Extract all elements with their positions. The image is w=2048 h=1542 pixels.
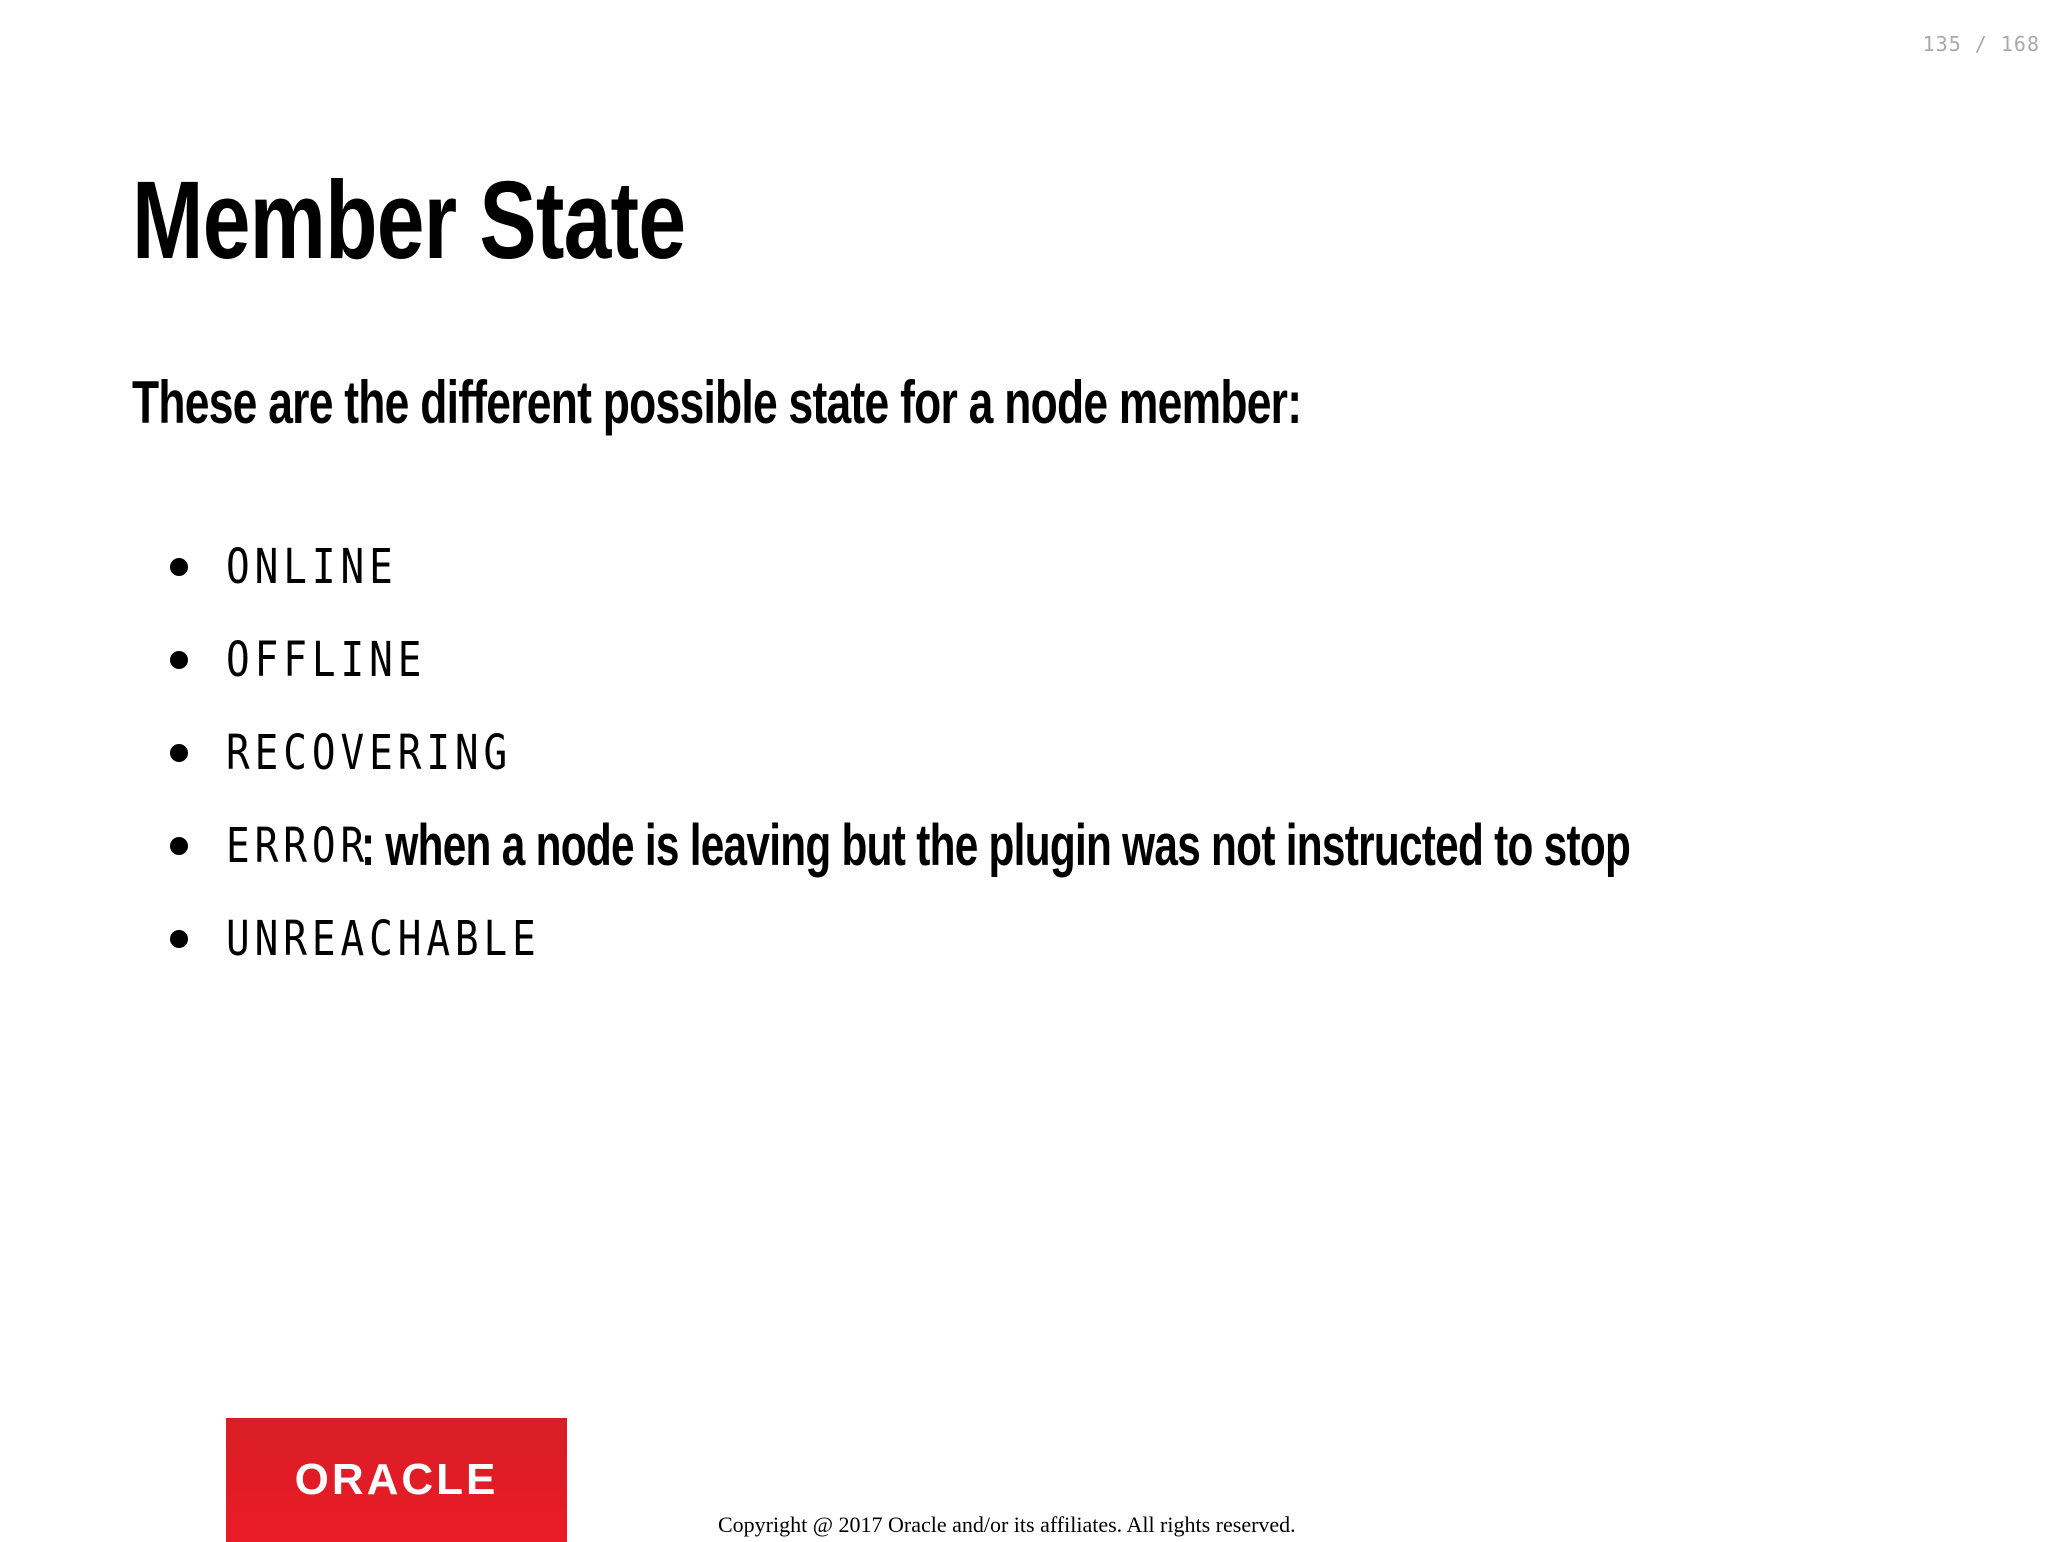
- list-item: [160, 799, 2048, 892]
- state-code: UNREACHABLE: [226, 910, 541, 967]
- slide-counter: 135 / 168: [1922, 32, 2040, 56]
- copyright-notice: Copyright @ 2017 Oracle and/or its affiliates. All rights reserved.: [718, 1512, 1296, 1537]
- list-item: [160, 706, 2048, 799]
- state-code: OFFLINE: [226, 631, 427, 688]
- list-item: [160, 892, 2048, 985]
- member-state-list: [160, 520, 2048, 985]
- bullet-icon: [170, 744, 188, 762]
- bullet-icon: [170, 930, 188, 948]
- state-code: ONLINE: [226, 538, 398, 595]
- state-description: : when a node is leaving but the plugin was not instructed to stop: [360, 813, 1630, 878]
- bullet-icon: [170, 837, 188, 855]
- oracle-logo: [226, 1418, 567, 1542]
- state-code: ERROR: [226, 817, 370, 874]
- logo-text: ORACLE: [294, 1455, 499, 1504]
- slide-title: Member State: [132, 159, 686, 282]
- bullet-icon: [170, 651, 188, 669]
- state-code: RECOVERING: [226, 724, 513, 781]
- bullet-icon: [170, 558, 188, 576]
- list-item: [160, 520, 2048, 613]
- intro-text: These are the different possible state for a node member:: [132, 369, 1302, 436]
- list-item: [160, 613, 2048, 706]
